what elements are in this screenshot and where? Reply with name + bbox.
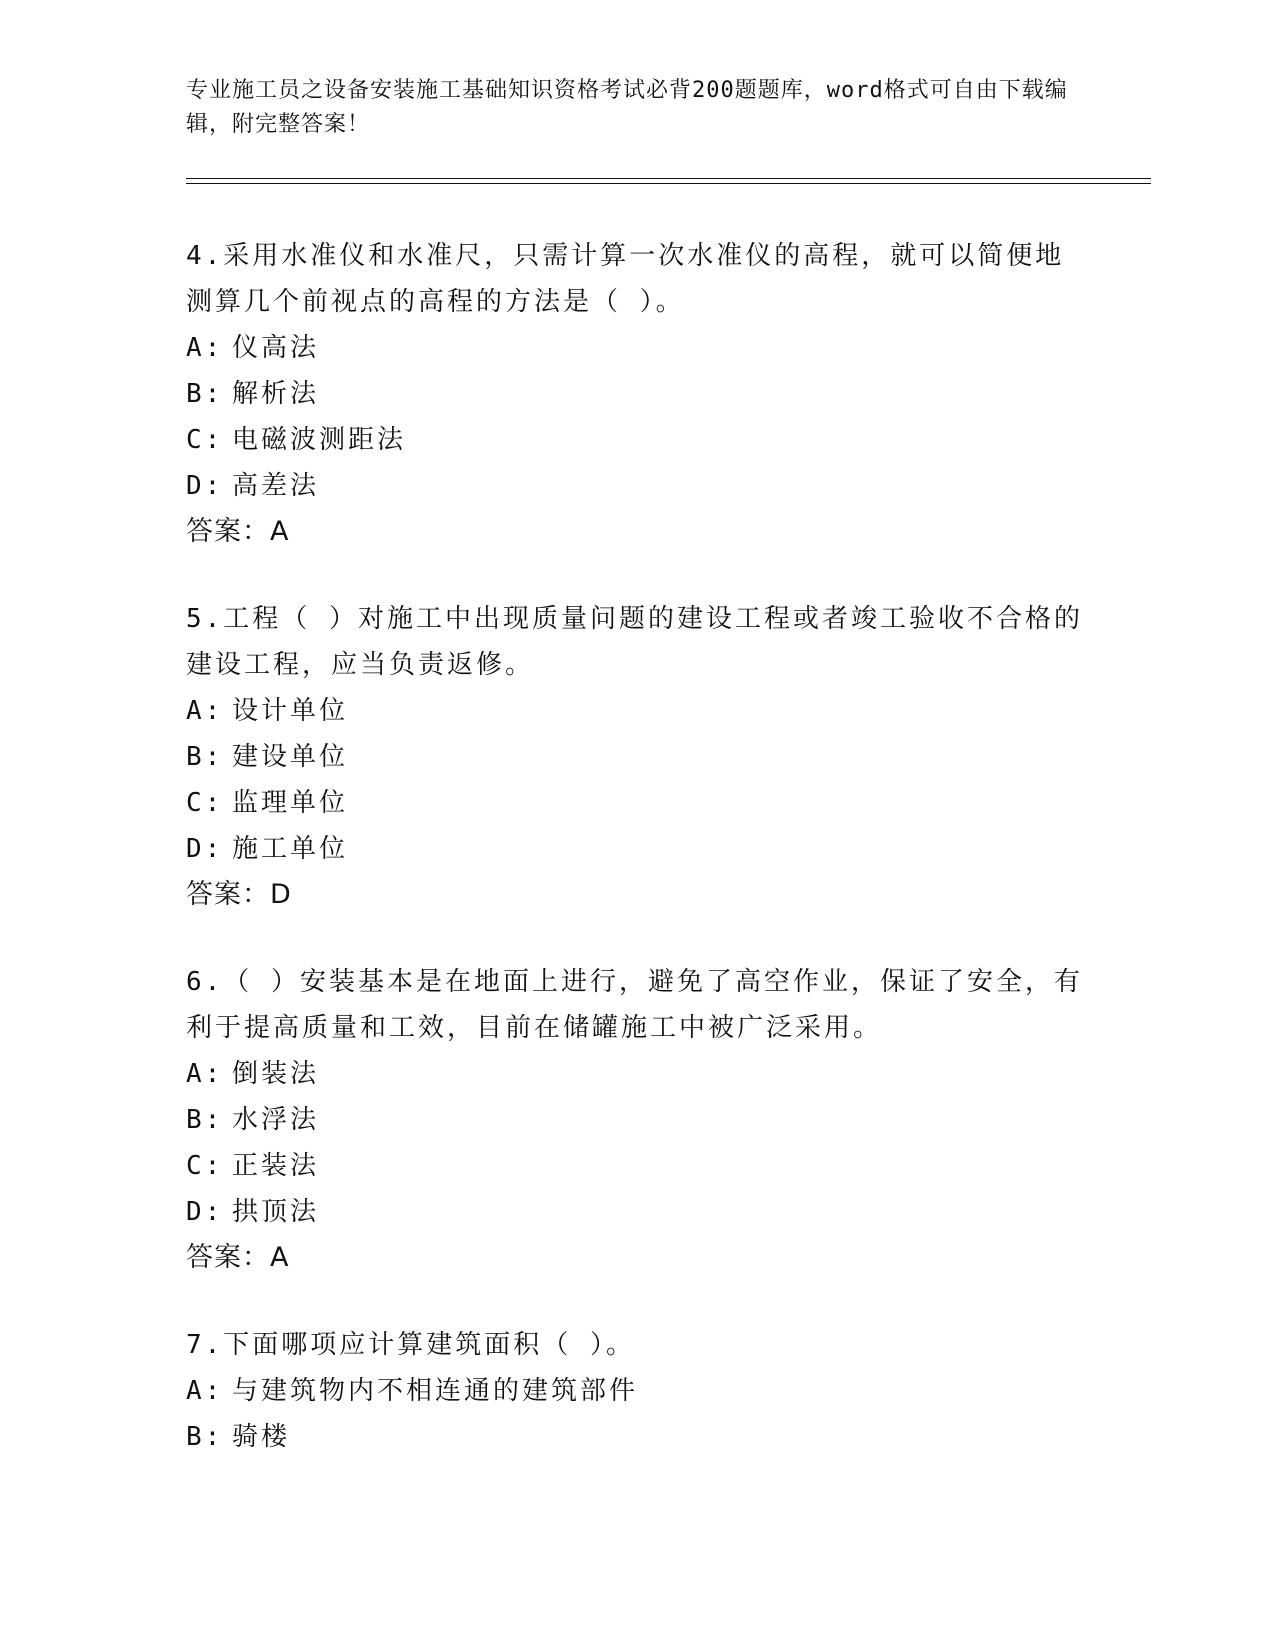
- question-stem: 6.（ ）安装基本是在地面上进行，避免了高空作业，保证了安全，有利于提高质量和工效，目前在储罐施工中被广泛采用。: [186, 967, 1083, 1043]
- option-text: 与建筑物内不相连通的建筑部件: [232, 1376, 639, 1406]
- option-letter: C:: [186, 788, 224, 818]
- header-divider-top: [186, 178, 1151, 179]
- answer-line: 答案：A: [186, 516, 290, 547]
- option-letter: B:: [186, 742, 224, 772]
- option-d: [186, 826, 1086, 872]
- question-stem: 7.下面哪项应计算建筑面积（ ）。: [186, 1330, 635, 1360]
- option-letter: A:: [186, 333, 224, 363]
- option-c: [186, 417, 1086, 463]
- option-text: 仪高法: [232, 333, 320, 363]
- document-header: [186, 74, 1076, 142]
- option-b: [186, 1097, 1086, 1143]
- question-7: [186, 1322, 1086, 1460]
- option-text: 高差法: [232, 471, 320, 501]
- option-letter: D:: [186, 834, 224, 864]
- option-a: [186, 325, 1086, 371]
- question-6: [186, 959, 1086, 1281]
- option-text: 拱顶法: [232, 1197, 320, 1227]
- option-text: 施工单位: [232, 834, 349, 864]
- option-letter: D:: [186, 1197, 224, 1227]
- header-divider-bottom: [186, 183, 1151, 184]
- option-b: [186, 1414, 1086, 1460]
- option-letter: C:: [186, 425, 224, 455]
- option-text: 正装法: [232, 1151, 320, 1181]
- option-c: [186, 1143, 1086, 1189]
- document-title: 专业施工员之设备安装施工基础知识资格考试必背200题题库，word格式可自由下载编辑，附完整答案！: [186, 78, 1068, 137]
- option-letter: D:: [186, 471, 224, 501]
- option-letter: A:: [186, 696, 224, 726]
- option-b: [186, 371, 1086, 417]
- option-a: [186, 688, 1086, 734]
- option-text: 解析法: [232, 379, 320, 409]
- question-5: [186, 596, 1086, 918]
- question-stem: 4.采用水准仪和水准尺，只需计算一次水准仪的高程，就可以简便地测算几个前视点的高程的方法是（ ）。: [186, 241, 1065, 317]
- option-letter: B:: [186, 1105, 224, 1135]
- option-letter: A:: [186, 1376, 224, 1406]
- option-text: 倒装法: [232, 1059, 320, 1089]
- option-b: [186, 734, 1086, 780]
- option-letter: B:: [186, 379, 224, 409]
- option-text: 建设单位: [232, 742, 349, 772]
- option-text: 水浮法: [232, 1105, 320, 1135]
- option-text: 电磁波测距法: [232, 425, 407, 455]
- question-stem: 5.工程（ ）对施工中出现质量问题的建设工程或者竣工验收不合格的建设工程，应当负责返修。: [186, 604, 1083, 680]
- option-a: [186, 1051, 1086, 1097]
- option-c: [186, 780, 1086, 826]
- question-4: [186, 233, 1086, 555]
- option-text: 设计单位: [232, 696, 349, 726]
- answer-line: 答案：A: [186, 1242, 290, 1273]
- option-text: 骑楼: [232, 1422, 291, 1452]
- option-a: [186, 1368, 1086, 1414]
- option-text: 监理单位: [232, 788, 349, 818]
- option-d: [186, 1189, 1086, 1235]
- answer-line: 答案：D: [186, 879, 292, 910]
- option-letter: B:: [186, 1422, 224, 1452]
- option-letter: C:: [186, 1151, 224, 1181]
- option-letter: A:: [186, 1059, 224, 1089]
- option-d: [186, 463, 1086, 509]
